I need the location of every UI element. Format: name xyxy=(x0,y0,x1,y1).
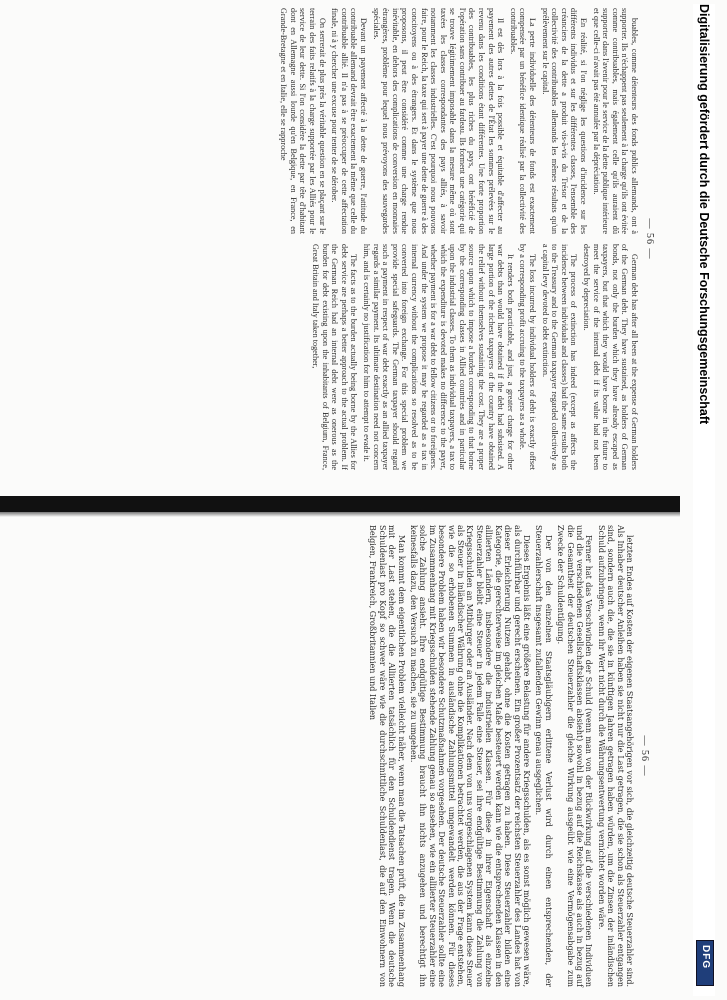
page-number: — 56 — xyxy=(639,735,650,777)
english-french-page xyxy=(40,8,655,470)
paragraph: German debt has after all been at the expense of German holders of the German debt. They have sustained, as holders of German bonds, not only the burden which they have already escaped as taxpayers, but that which they would have borne in the future to meet the service of the internal debt if its value had not been destroyed by depreciation. xyxy=(582,244,639,470)
german-column xyxy=(365,525,634,987)
page-gutter-shadow xyxy=(0,496,680,512)
paragraph: Dieses Ergebnis läßt eine größere Belastung für andere Kriegsschulden, als es sonst möglich gewesen wäre, als durchführbar und gerecht erscheinen. Ein großer Prozentsatz der reichsten Steuerzahler des Landes hat von dieser Erleichterung Nutzen gehabt, ohne die Kosten getragen zu haben. Diese Steuerzahler bilden eine Kategorie, die gerechterweise im gleichen Maße besteuert werden kann wie die entsprechenden Klassen in den alliierten Ländern, insbesondere die industriellen Klassen. Für diese in ihrer Eigenschaft als einzelne Steuerzahler bleibt eine Steuer in jedem Falle eine Steuer, sei ihre endgültige Bestimmung die Zahlung von Kriegsschulden an Mitbürger oder an Ausländer. Nach dem von uns vorgeschlagenen System kann diese Steuer als Steuer in inländischer Währung ohne die Komplikationen betrachtet werden, die aus der Frage entstehen, wie die so erhobenen Summen in ausländische Zahlungsmittel umgewandelt werden können. Für dieses besondere Problem haben wir besondere Schutzmaßnahmen vorgesehen. Der deutsche Steuerzahler sollte eine im Zusammenhang mit Kriegsschulden stehende Zahlung genau so ansehen, wie ein alliierter Steuerzahler eine solche Zahlung ansieht. Ihre endgültige Bestimmung braucht ihn nichts anzugehen und berechtigt ihn keinesfalls dazu, den Versuch zu machen, sie zu umgehen. xyxy=(409,525,531,987)
paragraph: Man kommt dem eigentlichen Problem vielleicht näher, wenn man die Tatsachen prüft, die im Zusammenhang mit der Last stehen, die die Alliierten tatsächlich für den Schuldendienst tragen. Wenn die deutsche Schuldenlast pro Kopf so schwer wäre wie die durchschnittliche Schuldenlast, die auf den Einwohnern von Belgien, Frankreich, Großbritannien und Italien xyxy=(368,525,406,987)
paragraph: The loss incurred by individual holders of debt is exactly offset by a corresponding profit accruing to the taxpayers as a whole. xyxy=(518,244,538,470)
paragraph: buables, comme détenteurs des fonds publics allemands, ont à supporter. Ils n'échappent pas seulement à la charge qu'ils ont évitée comme contribuables, mais également celle qu'ils auraient dû supporter dans l'avenir pour le service de la dette publique intérieure et que celle-ci n'avait pas été annulée par la dépréciation. xyxy=(591,8,639,234)
gutter-fade xyxy=(0,512,680,517)
paragraph: It renders both practicable, and just, a greater charge for other war debts than would have obtained if the debt had subsisted. A large portion of the richest taxpayers of the country have obtained the relief without themselves sustaining the cost. They are a proper source upon which to impose a burden corresponding to that borne by the corresponding classes in Allied countries and in particular upon the industrial classes. To them as individual taxpayers, a tax to which the expenditure is devoted makes no difference to the payer, whether payment is for a war debt to fellow citizens or to foreigners. And under the system we propose it may be regarded as a tax in internal currency without the complications so resolved as to be converted into foreign exchange. For this special problem we provide special safeguards. The German taxpayer should regard such a payment in respect of war debt exactly as an allied taxpayer regards a similar payment. Its ultimate destination need not concern him, and is certainly no justification for him to attempt to evade it. xyxy=(361,244,515,470)
paragraph: Ferner hat das Verschwinden der Schuld (wenn man von der Rückwirkung auf die verschiedenen Individuen und die verschiedenen Gesellschaftsklassen absieht) sowohl in bezug auf die Reichskasse als auch in bezug auf die Gesamtheit der deutschen Steuerzahler die gleiche Wirkung ausgeübt wie eine Vermögensabgabe zum Zwecke der Schuldentilgung. xyxy=(556,525,594,987)
paragraph: Il est dès lors à la fois possible et équitable d'affecter au payement des autres dettes de l'État les sommes prélevées sur le revenu dans les conditions étant différentes. Une forte proportion des contribuables, les plus riches du pays, ont bénéficié de l'opération sans contribuer au fardeau. Ils forment une catégorie qui se trouve légitimement imposable dans la mesure même où sont taxées les classes correspondantes des pays alliés, à savoir notamment les classes industrielles. C'est pourquoi nous pouvons faire, pour le Reich, la taxe qui sert à payer une dette de guerre à des concitoyens ou à des étrangers. Et dans le système que nous proposons, il peut être considéré comme une charge rendue inévitable, en dehors des complications de conversion en monnaies étrangères, problème pour lequel nous prévoyons des sauvegardes spéciales. xyxy=(371,8,506,234)
french-column xyxy=(276,8,639,234)
text-columns xyxy=(276,8,639,470)
paragraph: The process of extinction has indeed (except as affects the incidence between individuals and classes) had the same results both to the Treasury and to the German taxpayer regarded collectively as a capital levy devoted to debt extinction. xyxy=(540,244,579,470)
english-column xyxy=(307,244,639,470)
dfg-logo xyxy=(696,940,714,986)
paragraph: letzten Endes auf Kosten der eigenen Staatsangehörigen vor sich, die gleichzeitig deutsche Steuerzahler sind. Als Inhaber deutscher Anleihen haben sie nicht nur die Last getragen, die sie schon als Steuerzahler entgangen sind, sondern auch die, die sie in künftigen Jahren getragen haben würden, um die Zinsen der inländischen Schuld aufzubringen, wenn ihr Wert nicht durch die Währungsentwertung vernichtet worden wäre. xyxy=(596,525,634,987)
page-number: — 56 — xyxy=(644,218,655,260)
paragraph: La perte individuelle des détenteurs de fonds est exactement compensée par un bénéfice identique réalisé par la collectivité des contribuables. xyxy=(508,8,538,234)
text-columns xyxy=(365,525,634,987)
logo-text: DFG xyxy=(700,945,711,970)
german-page xyxy=(50,525,650,987)
digitization-watermark xyxy=(693,4,715,996)
paragraph: On serrerait de plus près la véritable question en se plaçant sur le terrain des faits relatifs à la charge supportée par les Alliés pour le service de leur dette. Si l'on considère la dette par tête d'habitant dont en Allemagne aussi lourde qu'en Belgique, en France, en Grande-Bretagne et en Italie, elle se rapproche xyxy=(279,8,327,234)
paragraph: En réalité, si l'on néglige les questions d'incidence sur les différents individus et sur les différentes classes, l'ensemble des créanciers de la dette a produit vis-à-vis du Trésor et de la collectivité des contribuables allemands les mêmes résultats qu'un prélèvement sur le capital. xyxy=(540,8,589,234)
paragraph: Der von den einzelnen Staatsgläubigern erlittene Verlust wird durch einen entsprechenden, der Steuerzahlerschaft insgesamt zufallenden Gewinn genau ausgeglichen. xyxy=(534,525,553,987)
watermark-text: Digitalisierung gefördert durch die Deutsche Forschungsgemeinschaft xyxy=(697,4,711,425)
paragraph: The facts as to the burden actually being borne by the Allies for debt service are perhaps a better approach to the actual problem. If the German Reich had an internal debt were as onerous as the burden for debt existing upon the inhabitants of Belgium, France, Great Britain and Italy taken together, xyxy=(311,244,359,470)
paragraph: Devant un payement affecté à la dette de guerre, l'attitude du contribuable allemand devrait être exactement la même que celle du contribuable allié. Il n'a pas à se préoccuper de cette affectation finale, ni à y chercher une excuse pour tenter de se dérober. xyxy=(330,8,368,234)
